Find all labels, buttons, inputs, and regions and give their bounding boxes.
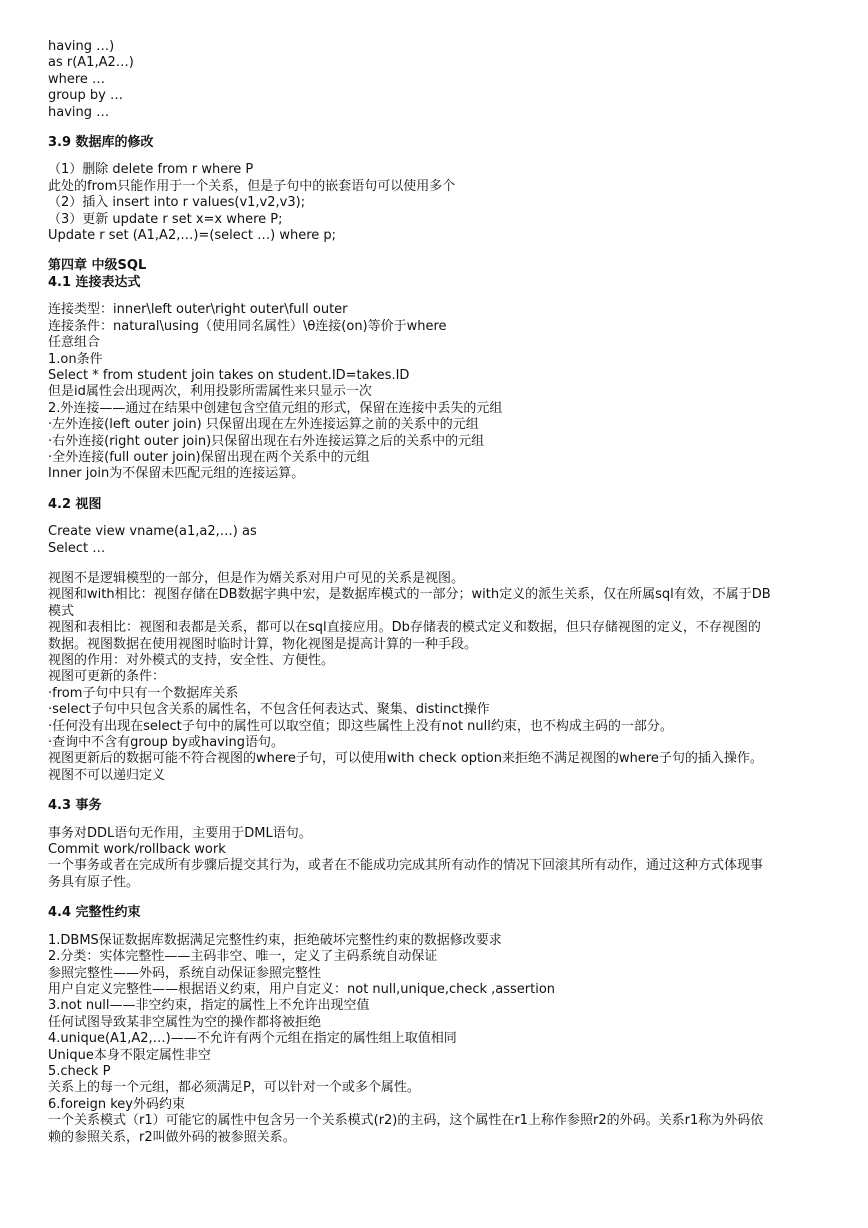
text-line: 1.DBMS保证数据库数据满足完整性约束，拒绝破坏完整性约束的数据修改要求 [48,932,502,948]
text-line: （1）删除 delete from r where P [48,162,254,178]
text-line: Commit work/rollback work [48,842,226,858]
text-line: 视图不是逻辑模型的一部分，但是作为婿关系对用户可见的关系是视图。 [48,570,465,586]
text-line: 任意组合 [48,335,101,351]
view-notes-block [48,571,828,784]
document-page [48,39,828,1146]
text-line: 数据。视图数据在使用视图时临时计算，物化视图是提高计算的一种手段。 [48,636,478,652]
text-line: Select * from student join takes on student.ID=takes.ID [48,367,410,383]
text-line: 视图更新后的数据可能不符合视图的where子句，可以使用with check option来拒绝不满足视图的where子句的插入操作。 [48,751,763,767]
text-line: Update r set (A1,A2,…)=(select …) where p; [48,228,337,244]
text-line: 视图不可以递归定义 [48,767,166,783]
text-line: 但是id属性会出现两次，利用投影所需属性来只显示一次 [48,384,372,400]
text-line: ·左外连接(left outer join) 只保留出现在左外连接运算之前的关系中的元组 [48,417,479,433]
text-line: 视图和with相比：视图存储在DB数据字典中宏，是数据库模式的一部分；with定义的派生关系，仅在所属sql有效，不属于DB [48,587,771,603]
sql-fragment-block [48,39,828,121]
integrity-constraints-block [48,933,828,1146]
text-line: 一个事务或者在完成所有步骤后提交其行为，或者在不能成功完成其所有动作的情况下回滚其所有动作，通过这种方式体现事 [48,858,764,874]
text-line: ·全外连接(full outer join)保留出现在两个关系中的元组 [48,449,370,465]
text-line: 任何试图导致某非空属性为空的操作都将被拒绝 [48,1014,322,1030]
text-line: 连接条件：natural\using（使用同名属性）\θ连接(on)等价于where [48,318,447,334]
text-line: 6.foreign key外码约束 [48,1096,185,1112]
modification-block [48,162,828,244]
text-line: 1.on条件 [48,351,103,367]
text-line: ·from子句中只有一个数据库关系 [48,685,239,701]
section-heading: 4.4 完整性约束 [48,905,141,921]
text-line: 一个关系模式（r1）可能它的属性中包含另一个关系模式(r2)的主码，这个属性在r1上称作参照r2的外码。关系r1称为外码依 [48,1113,764,1129]
text-line: 3.not null——非空约束，指定的属性上不允许出现空值 [48,998,370,1014]
text-line: 视图和表相比：视图和表都是关系，都可以在sql直接应用。Db存储表的模式定义和数据，但只存储视图的定义，不存视图的 [48,620,761,636]
text-line: having … [48,104,110,120]
text-line: 视图的作用：对外模式的支持，安全性、方便性。 [48,653,335,668]
text-line: ·查询中不含有group by或having语句。 [48,735,284,751]
text-line: group by … [48,88,123,104]
text-line: 模式 [48,603,75,619]
text-line: 参照完整性——外码，系统自动保证参照完整性 [48,965,322,981]
text-line: 务具有原子性。 [48,874,140,890]
section-heading: 3.9 数据库的修改 [48,135,154,151]
text-line: 2.外连接——通过在结果中创建包含空值元组的形式，保留在连接中丢失的元组 [48,400,503,416]
text-line: 赖的参照关系，r2叫做外码的被参照关系。 [48,1129,296,1145]
section-heading: 4.1 连接表达式 [48,274,141,290]
section-heading: 4.2 视图 [48,496,102,512]
text-line: （2）插入 insert into r values(v1,v2,v3); [48,195,306,211]
text-line: （3）更新 update r set x=x where P; [48,211,283,227]
text-line: Create view vname(a1,a2,…) as [48,524,257,540]
text-line: 5.check P [48,1063,111,1079]
text-line: 用户自定义完整性——根据语义约束，用户自定义：not null,unique,check ,assertion [48,981,556,997]
text-line: ·任何没有出现在select子句中的属性可以取空值；即这些属性上没有not null约束，也不构成主码的一部分。 [48,718,673,734]
text-line: 关系上的每一个元组，都必须满足P，可以针对一个或多个属性。 [48,1080,420,1096]
text-line: 此处的from只能作用于一个关系，但是子句中的嵌套语句可以使用多个 [48,178,456,194]
text-line: 事务对DDL语句无作用，主要用于DML语句。 [48,825,312,841]
text-line: Unique本身不限定属性非空 [48,1047,211,1063]
text-line: Inner join为不保留未匹配元组的连接运算。 [48,466,305,482]
join-expression-block [48,302,828,482]
text-line: having …) [48,39,115,54]
transaction-block [48,826,828,892]
text-line: 视图可更新的条件： [48,669,166,685]
text-line: ·select子句中只包含关系的属性名，不包含任何表达式、聚集、distinct操作 [48,702,490,718]
text-line: where … [48,71,106,87]
view-code-block [48,524,828,557]
section-heading: 4.3 事务 [48,798,102,814]
chapter-heading: 第四章 中级SQL [48,258,147,274]
text-line: 4.unique(A1,A2,…)——不允许有两个元组在指定的属性组上取值相同 [48,1031,457,1047]
text-line: 连接类型：inner\left outer\right outer\full outer [48,302,348,318]
text-line: ·右外连接(right outer join)只保留出现在右外连接运算之后的关系中的元组 [48,433,485,449]
text-line: 2.分类：实体完整性——主码非空、唯一，定义了主码系统自动保证 [48,949,438,965]
text-line: as r(A1,A2…) [48,55,134,71]
text-line: Select … [48,540,106,556]
